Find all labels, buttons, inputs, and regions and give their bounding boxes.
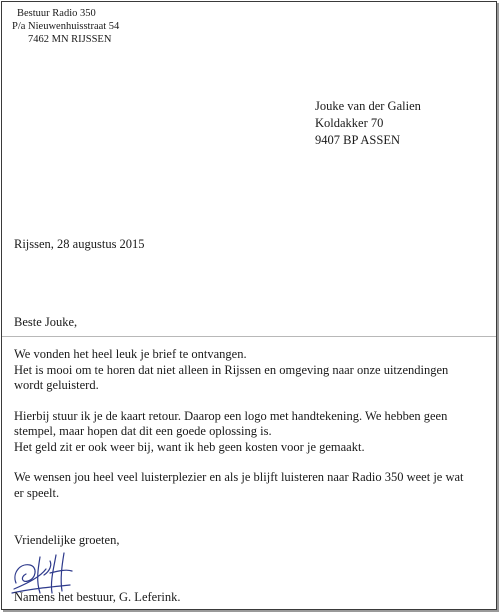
letter-body: [14, 347, 492, 516]
addressee-postal-city: 9407 BP ASSEN: [315, 133, 400, 147]
paragraph-line: Het is mooi om te horen dat niet alleen in Rijssen en omgeving naar onze uitzendingen: [14, 362, 449, 377]
paragraph-line: Hierbij stuur ik je de kaart retour. Daarop een logo met handtekening. We hebben geen: [14, 408, 448, 423]
paragraph: [14, 409, 492, 456]
salutation: Beste Jouke,: [14, 315, 78, 329]
closing: Vriendelijke groeten,: [14, 533, 120, 547]
paragraph: [14, 470, 492, 501]
paragraph-line: wordt geluisterd.: [14, 378, 99, 392]
addressee-street: Koldakker 70: [315, 116, 384, 130]
horizontal-rule: [2, 336, 496, 337]
letter-page: [1, 1, 497, 610]
paragraph-line: We wensen jou heel veel luisterplezier en als je blijft luisteren naar Radio 350 weet je wat: [14, 470, 464, 484]
addressee-address: [315, 98, 421, 149]
place-date: Rijssen, 28 augustus 2015: [14, 237, 145, 251]
sender-postal-city: 7462 MN RIJSSEN: [28, 34, 112, 45]
paragraph-line: er speelt.: [14, 485, 60, 500]
paragraph-line: stempel, maar hopen dat dit een goede oplossing is.: [14, 424, 272, 438]
sender-address: [12, 7, 119, 46]
paragraph-line: We vonden het heel leuk je brief te ontvangen.: [14, 347, 247, 361]
paragraph-line: Het geld zit er ook weer bij, want ik heb geen kosten voor je gemaakt.: [14, 439, 365, 454]
sender-street: P/a Nieuwenhuisstraat 54: [12, 21, 120, 32]
sign-off: Namens het bestuur, G. Leferink.: [14, 590, 181, 604]
paragraph: [14, 347, 492, 394]
sender-name: Bestuur Radio 350: [17, 8, 96, 19]
addressee-name: Jouke van der Galien: [315, 99, 421, 113]
